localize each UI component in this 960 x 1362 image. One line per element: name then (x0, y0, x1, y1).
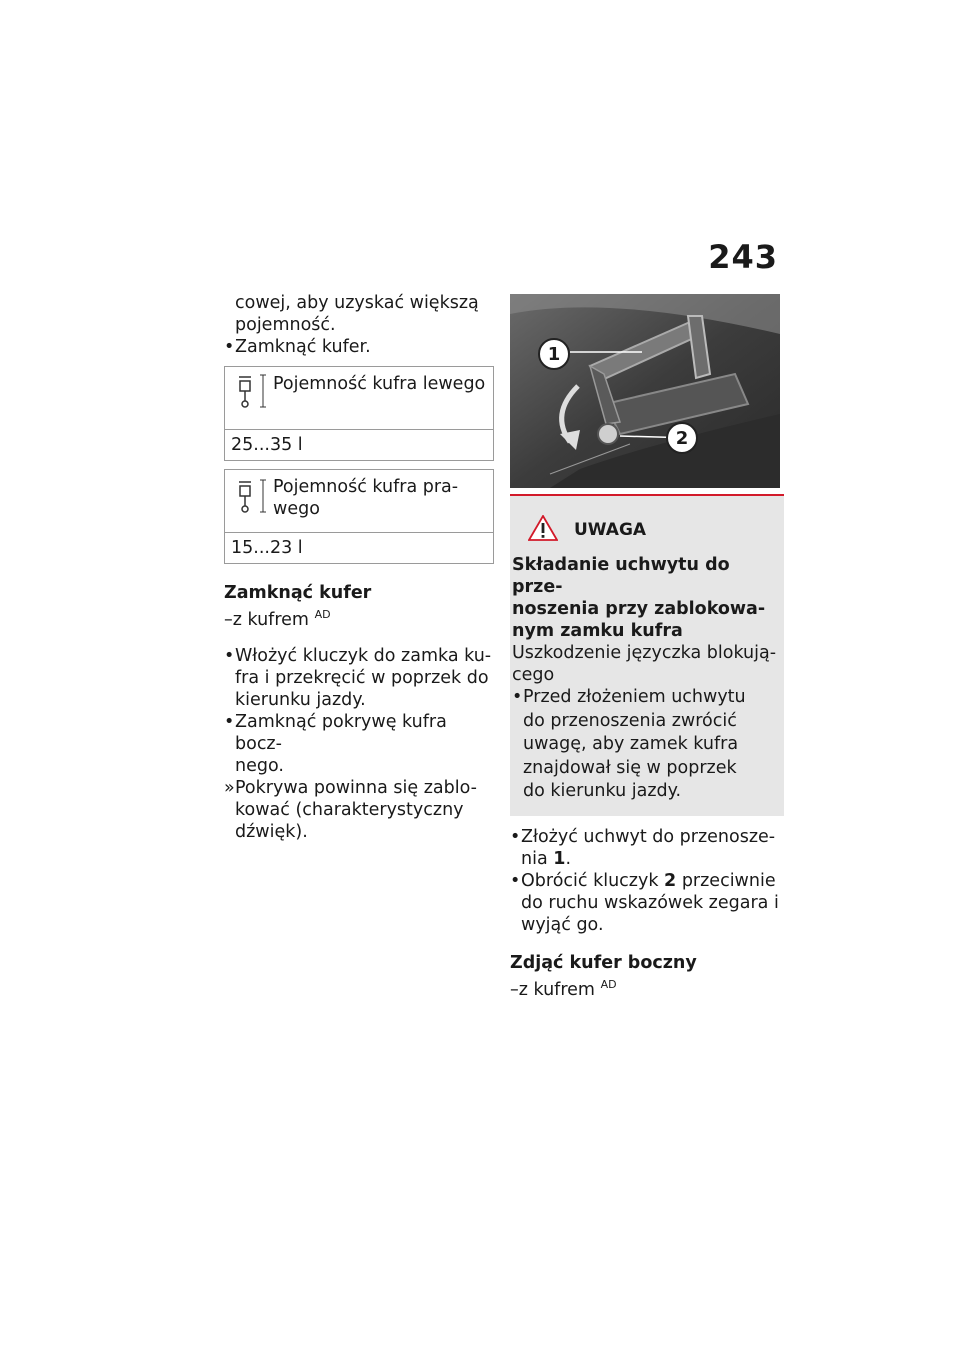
warning-bullet: • Przed złożeniem uchwytu do przenoszenia zwrócić uwagę, aby zamek kufra znajdował się w poprzek do kierunku jazdy. (512, 687, 746, 801)
list-item: • Zamknąć kufer. (224, 337, 371, 357)
capacity-icon (225, 470, 273, 532)
warning-heading: nym zamku kufra (512, 621, 683, 641)
capacity-icon (225, 367, 273, 429)
spec-label: wego (273, 499, 320, 519)
warning-box (510, 494, 784, 816)
equipment-code: AD (314, 608, 331, 621)
spec-table-right-case (224, 469, 494, 564)
intro-line: cowej, aby uzyskać większą (235, 293, 479, 313)
left-column (224, 292, 492, 843)
warning-icon (528, 515, 558, 545)
condition-line: –z kufrem $^{AD}$ (224, 608, 331, 630)
result-item: » Pokrywa powinna się zablo- kować (charakterystyczny dźwięk). (224, 778, 477, 842)
spec-label: Pojemność kufra lewego (273, 374, 486, 394)
spec-label: Pojemność kufra pra- (273, 477, 459, 497)
spec-value: 25...35 l (231, 435, 303, 455)
right-column (510, 294, 780, 1001)
callout-2: 2 (666, 422, 698, 454)
warning-description: cego (512, 665, 555, 685)
list-item: • Włożyć kluczyk do zamka ku- fra i przekręcić w poprzek do kierunku jazdy. (224, 646, 492, 710)
list-item: • Zamknąć pokrywę kufra bocz- nego. (224, 712, 447, 776)
spec-table-left-case (224, 366, 494, 461)
warning-heading: noszenia przy zablokowa- (512, 599, 766, 619)
page-number: 243 (708, 238, 778, 276)
spec-value: 15...23 l (231, 538, 303, 558)
case-lock-photo (510, 294, 780, 488)
warning-title: UWAGA (574, 520, 647, 540)
intro-line: pojemność. (235, 315, 336, 335)
section-heading: Zdjąć kufer boczny (510, 952, 697, 973)
warning-description: Uszkodzenie języczka blokują- (512, 643, 777, 663)
list-item: • Obrócić kluczyk 2 przeciwnie do ruchu wskazówek zegara i wyjąć go. (510, 870, 779, 935)
list-item: • Złożyć uchwyt do przenosze- nia 1. (510, 826, 776, 869)
section-heading: Zamknąć kufer (224, 583, 372, 603)
case-lock-illustration (510, 294, 780, 488)
equipment-code: AD (600, 977, 617, 991)
warning-heading: Składanie uchwytu do prze- (512, 555, 730, 597)
condition-line: –z kufrem $^{AD}$ (510, 977, 617, 1000)
reference-number: 1 (553, 848, 566, 869)
callout-1: 1 (538, 338, 570, 370)
reference-number: 2 (664, 870, 677, 891)
